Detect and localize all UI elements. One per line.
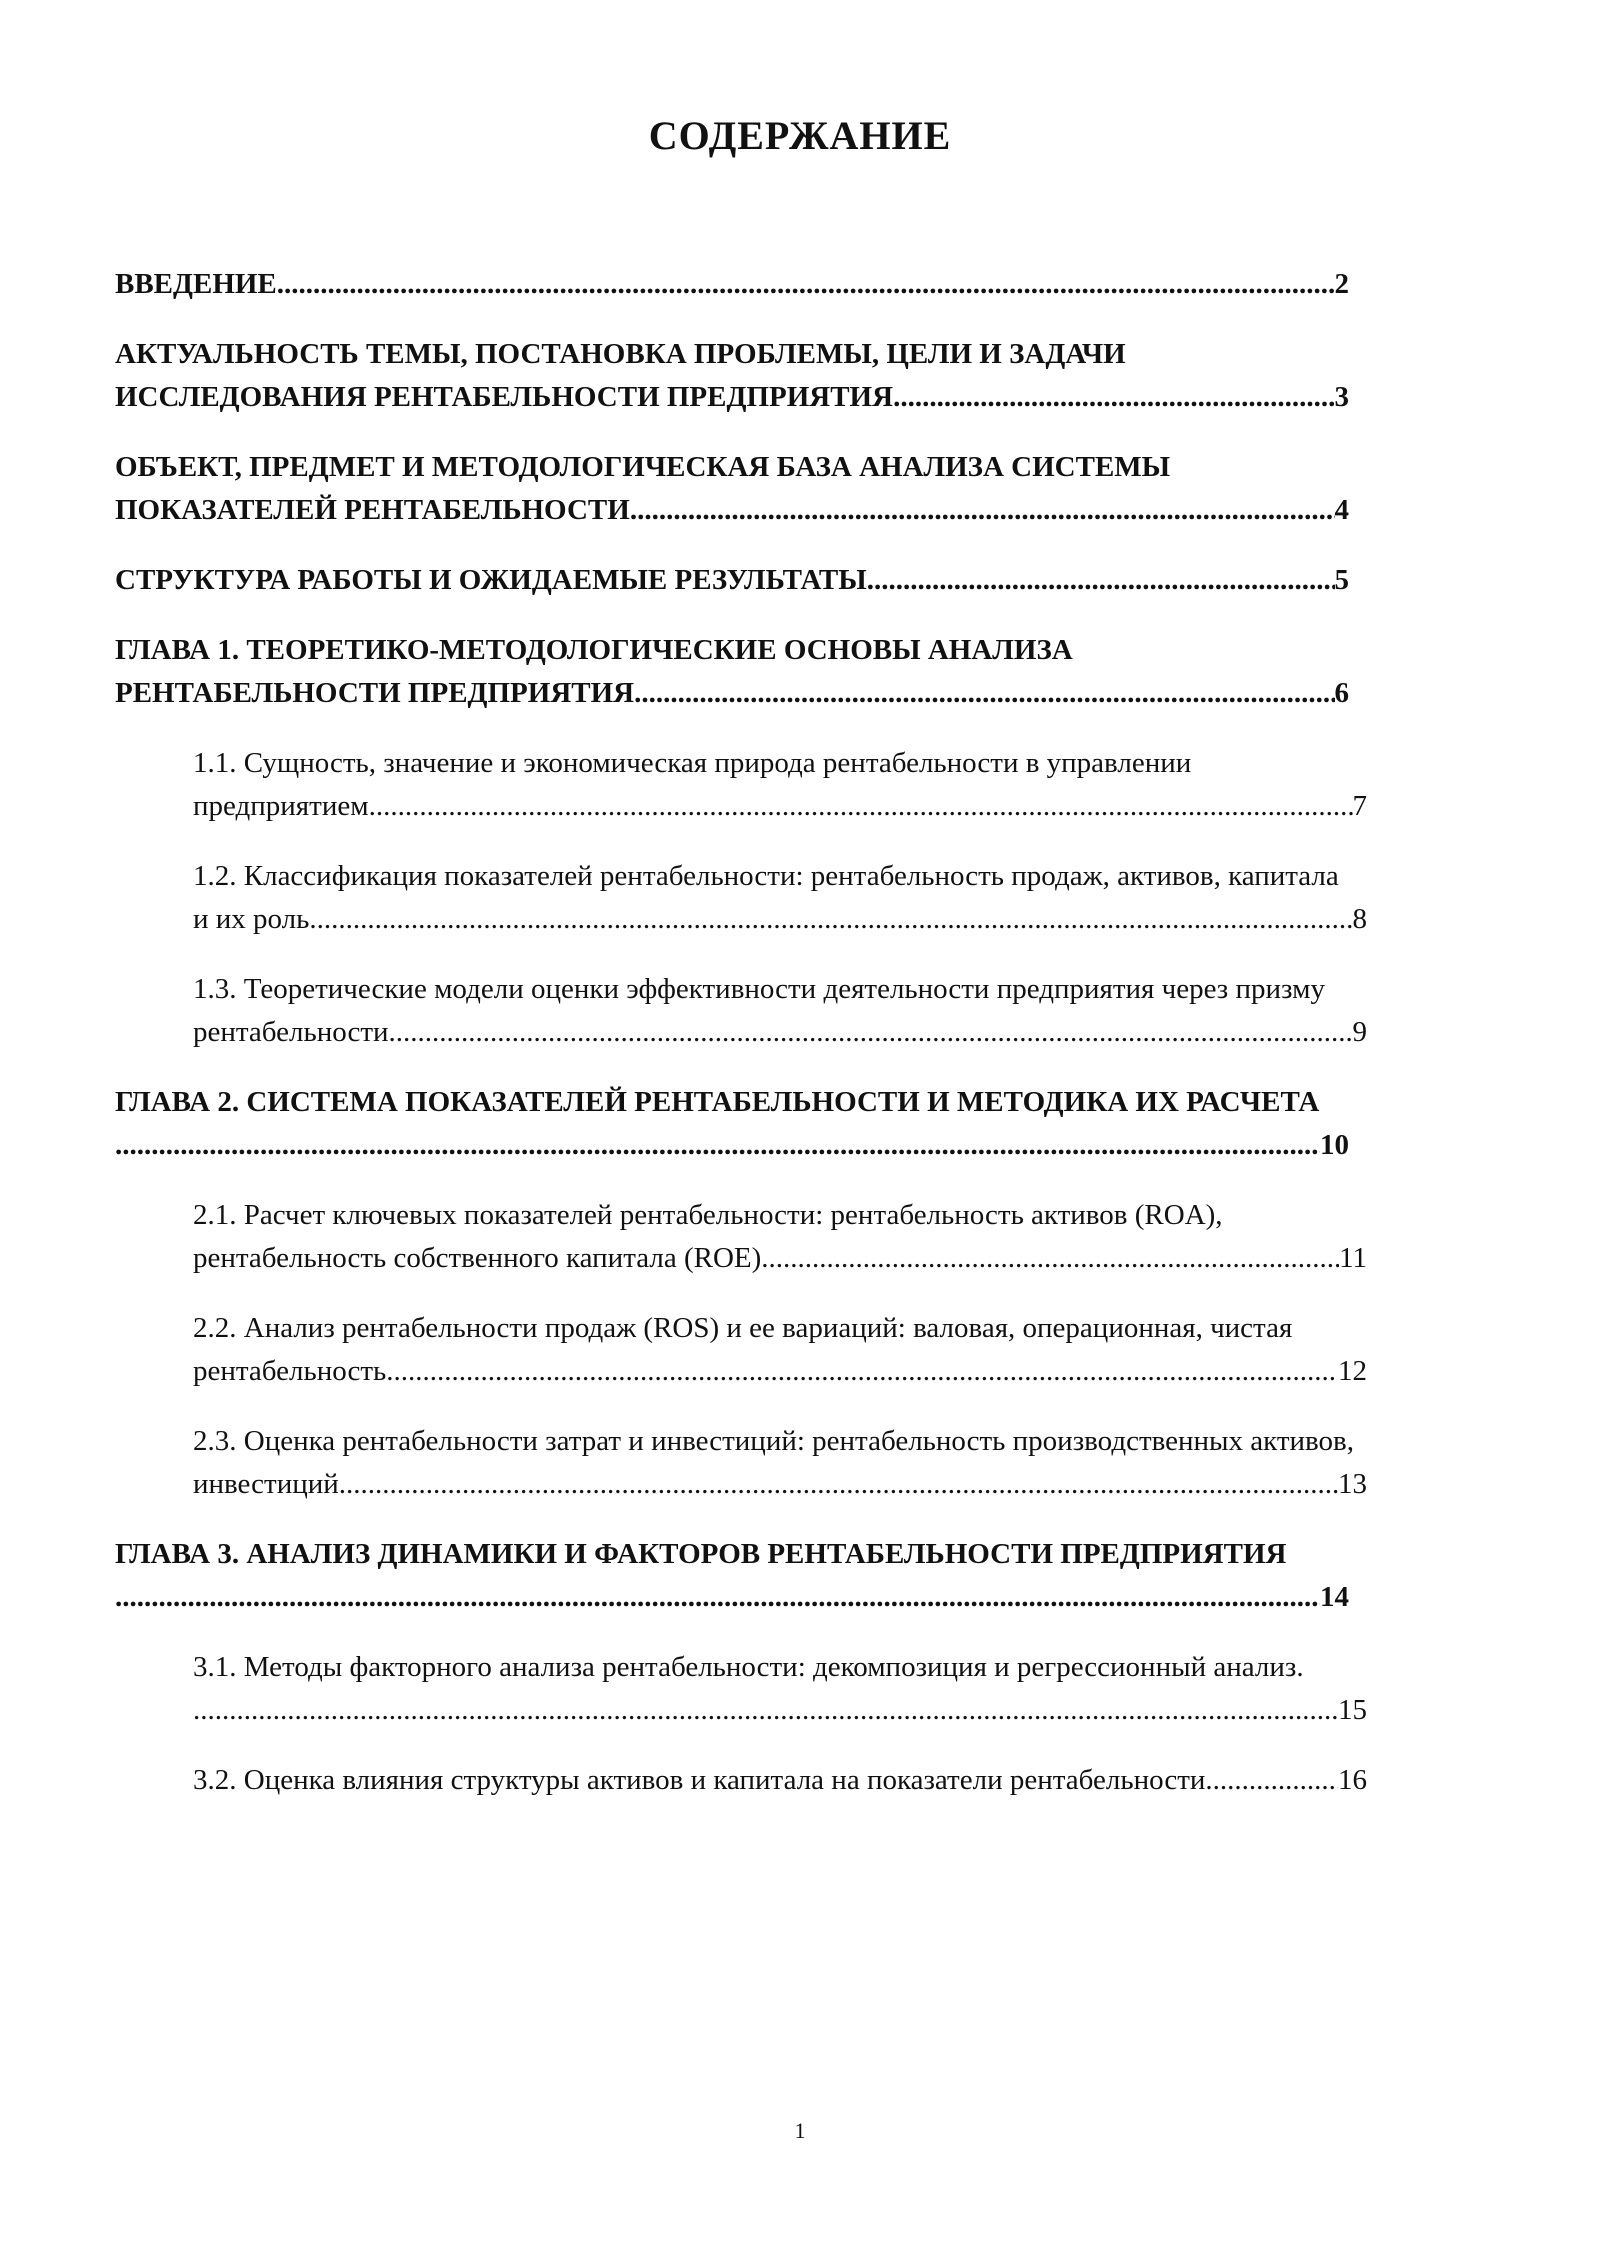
dot-leader bbox=[634, 672, 1334, 715]
page-title: СОДЕРЖАНИЕ bbox=[648, 113, 952, 158]
toc-subsection[interactable] bbox=[193, 1194, 1393, 1280]
toc-subsection[interactable] bbox=[193, 968, 1393, 1054]
toc-page-number: 7 bbox=[1352, 790, 1367, 822]
toc-subsection[interactable] bbox=[193, 855, 1393, 941]
toc-page-number: 8 bbox=[1352, 903, 1367, 935]
toc-entry-text: 1.2. Классификация показателей рентабельности: рентабельность продаж, активов, капитала bbox=[193, 860, 1339, 892]
dot-leader bbox=[389, 1011, 1353, 1054]
page-number: 1 bbox=[794, 2118, 806, 2143]
toc-entry-text: 3.2. Оценка влияния структуры активов и капитала на показатели рентабельности bbox=[193, 1764, 1206, 1796]
toc-page-number: 9 bbox=[1352, 1016, 1367, 1048]
toc-page-number: 2 bbox=[1334, 268, 1349, 300]
toc-entry-text: ГЛАВА 2. СИСТЕМА ПОКАЗАТЕЛЕЙ РЕНТАБЕЛЬНОСТИ И МЕТОДИКА ИХ РАСЧЕТА bbox=[115, 1086, 1320, 1118]
toc-subsection[interactable] bbox=[193, 742, 1393, 828]
dot-leader bbox=[115, 1576, 1320, 1619]
toc-entry-line bbox=[193, 785, 1367, 828]
toc-entry-text: 1.1. Сущность, значение и экономическая природа рентабельности в управлении bbox=[193, 747, 1192, 779]
toc-entry-text: 1.3. Теоретические модели оценки эффективности деятельности предприятия через призму bbox=[193, 973, 1325, 1005]
toc-entry-text: ПОКАЗАТЕЛЕЙ РЕНТАБЕЛЬНОСТИ bbox=[115, 494, 630, 526]
toc-page-number: 16 bbox=[1338, 1764, 1367, 1796]
toc-page-number: 3 bbox=[1334, 381, 1349, 413]
toc-entry-text: предприятием bbox=[193, 790, 369, 822]
toc-entry-line bbox=[115, 376, 1349, 419]
toc-entry-text: АКТУАЛЬНОСТЬ ТЕМЫ, ПОСТАНОВКА ПРОБЛЕМЫ, ЦЕЛИ И ЗАДАЧИ bbox=[115, 338, 1126, 370]
toc-section[interactable] bbox=[115, 559, 1375, 602]
toc-section[interactable] bbox=[115, 446, 1375, 532]
toc-page-number: 15 bbox=[1338, 1694, 1367, 1726]
toc-entry-line bbox=[115, 672, 1349, 715]
toc-entry-text: рентабельность собственного капитала (ROE) bbox=[193, 1242, 762, 1274]
toc-entry-line bbox=[193, 1463, 1367, 1506]
toc-entry-text: ГЛАВА 3. АНАЛИЗ ДИНАМИКИ И ФАКТОРОВ РЕНТАБЕЛЬНОСТИ ПРЕДПРИЯТИЯ bbox=[115, 1538, 1287, 1570]
dot-leader bbox=[277, 263, 1335, 306]
dot-leader bbox=[115, 1124, 1320, 1167]
toc-entry-line bbox=[193, 1759, 1367, 1802]
toc-entry-text: 2.1. Расчет ключевых показателей рентабельности: рентабельность активов (ROA), bbox=[193, 1199, 1223, 1231]
toc-page-number: 10 bbox=[1320, 1129, 1349, 1161]
toc-entry-line bbox=[115, 263, 1349, 306]
dot-leader bbox=[309, 898, 1352, 941]
dot-leader bbox=[193, 1689, 1338, 1732]
toc-entry-text: ИССЛЕДОВАНИЯ РЕНТАБЕЛЬНОСТИ ПРЕДПРИЯТИЯ bbox=[115, 381, 894, 413]
toc-entry-text: 2.3. Оценка рентабельности затрат и инвестиций: рентабельность производственных активов, bbox=[193, 1425, 1354, 1457]
toc-section[interactable] bbox=[115, 1081, 1375, 1167]
toc-section[interactable] bbox=[115, 1533, 1375, 1619]
toc-subsection[interactable] bbox=[193, 1759, 1393, 1802]
dot-leader bbox=[1205, 1759, 1338, 1802]
toc-entry-text: рентабельность bbox=[193, 1355, 387, 1387]
toc-entry-text: ОБЪЕКТ, ПРЕДМЕТ И МЕТОДОЛОГИЧЕСКАЯ БАЗА АНАЛИЗА СИСТЕМЫ bbox=[115, 451, 1171, 483]
toc-page-number: 4 bbox=[1334, 494, 1349, 526]
toc-page-number: 6 bbox=[1334, 677, 1349, 709]
toc-entry-line bbox=[193, 1011, 1367, 1054]
toc-entry-line bbox=[193, 1237, 1367, 1280]
toc-entry-line bbox=[115, 1576, 1349, 1619]
dot-leader bbox=[630, 489, 1335, 532]
toc-section[interactable] bbox=[115, 333, 1375, 419]
dot-leader bbox=[386, 1350, 1338, 1393]
toc-entry-line bbox=[115, 489, 1349, 532]
toc-entry-text: рентабельности bbox=[193, 1016, 389, 1048]
toc-entry-text: СТРУКТУРА РАБОТЫ И ОЖИДАЕМЫЕ РЕЗУЛЬТАТЫ bbox=[115, 564, 867, 596]
toc-entry-line bbox=[193, 1689, 1367, 1732]
dot-leader bbox=[867, 559, 1335, 602]
toc-entry-text: ГЛАВА 1. ТЕОРЕТИКО-МЕТОДОЛОГИЧЕСКИЕ ОСНОВЫ АНАЛИЗА bbox=[115, 634, 1073, 666]
dot-leader bbox=[339, 1463, 1338, 1506]
toc-subsection[interactable] bbox=[193, 1646, 1393, 1732]
table-of-contents bbox=[115, 263, 1375, 1829]
dot-leader bbox=[369, 785, 1353, 828]
dot-leader bbox=[761, 1237, 1339, 1280]
toc-entry-line bbox=[115, 1124, 1349, 1167]
toc-entry-text: РЕНТАБЕЛЬНОСТИ ПРЕДПРИЯТИЯ bbox=[115, 677, 635, 709]
toc-entry-text: 3.1. Методы факторного анализа рентабельности: декомпозиция и регрессионный анализ. bbox=[193, 1651, 1304, 1683]
toc-entry-text: ВВЕДЕНИЕ bbox=[115, 268, 277, 300]
toc-page-number: 12 bbox=[1338, 1355, 1367, 1387]
toc-page-number: 11 bbox=[1339, 1242, 1367, 1274]
toc-entry-line bbox=[193, 898, 1367, 941]
toc-page-number: 5 bbox=[1334, 564, 1349, 596]
dot-leader bbox=[893, 376, 1334, 419]
toc-section[interactable] bbox=[115, 263, 1375, 306]
toc-subsection[interactable] bbox=[193, 1307, 1393, 1393]
toc-entry-line bbox=[193, 1350, 1367, 1393]
toc-subsection[interactable] bbox=[193, 1420, 1393, 1506]
toc-entry-text: инвестиций bbox=[193, 1468, 339, 1500]
toc-page-number: 13 bbox=[1338, 1468, 1367, 1500]
toc-page-number: 14 bbox=[1320, 1581, 1349, 1613]
toc-section[interactable] bbox=[115, 629, 1375, 715]
toc-entry-text: 2.2. Анализ рентабельности продаж (ROS) и ее вариаций: валовая, операционная, чистая bbox=[193, 1312, 1293, 1344]
toc-entry-text: и их роль bbox=[193, 903, 310, 935]
toc-entry-line bbox=[115, 559, 1349, 602]
